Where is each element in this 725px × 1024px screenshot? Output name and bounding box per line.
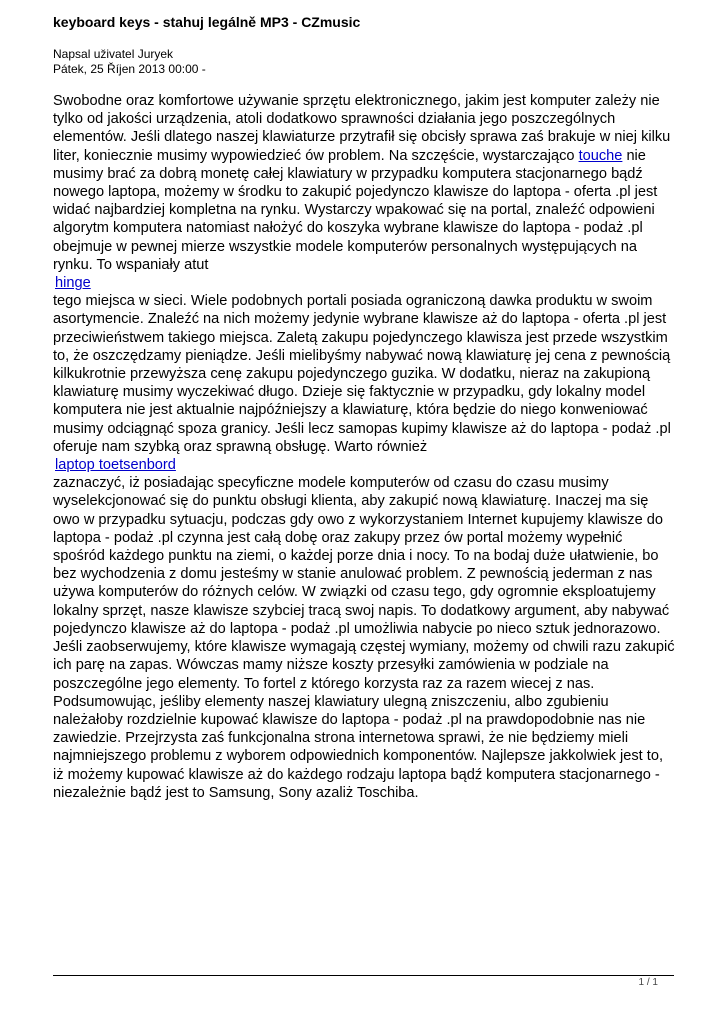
paragraph-1 <box>53 92 677 274</box>
author-line: Napsal uživatel Juryek <box>53 47 174 61</box>
link-line-hinge <box>53 274 677 292</box>
article-body <box>53 92 677 802</box>
link-touche[interactable]: touche <box>578 147 623 164</box>
paragraph-1-continued: nie musimy brać za dobrą monetę całej klawiatury w przypadku komputera stacjonarnego bądź nowego laptopa, możemy w środku to zakupić pojedynczo klawisze do laptopa - oferta .pl jest widać najbardziej kompletna na rynku. Wystarczy wpakować się na portal, znaleźć odpowieni algorytm komputera natomiast nałożyć do koszyka wybrane klawisze do laptopa - podaż .pl obejmuje w pewnej mierze wszystkie modele komputerów personalnych występujących na rynku. To wspaniały atut <box>53 147 658 273</box>
page-number: 1 / 1 <box>638 977 658 988</box>
footer-divider <box>53 975 674 976</box>
link-line-laptop-toetsenbord <box>53 456 677 474</box>
paragraph-3: zaznaczyć, iż posiadając specyficzne modele komputerów od czasu do czasu musimy wyselekcjonować się do punktu obsługi klienta, aby zakupić nową klawiaturę. Inaczej ma się owo w przypadku sytuacju, podczas gdy owo z wykorzystaniem Internet kupujemy klawisze do laptopa - podaż .pl czynna jest całą dobę oraz zakupy przez ów portal możemy wypełnić spośród każdego punktu na ziemi, o każdej porze dnia i nocy. To na bodaj duże ułatwienie, bo bez wychodzenia z domu jesteśmy w stanie anulować problem. Z pewnością jederman z nas używa komputerów do różnych celów. W związki od czasu tego, gdy ogromnie eksploatujemy lokalny sprzęt, nasze klawisze szybciej tracą swoj napis. To dodatkowy argument, aby nabywać pojedynczo klawisze aż do laptopa - podaż .pl umożliwia nabycie po nieco sztuk jednorazowo. Jeśli zaobserwujemy, które klawisze wymagają częstej wymiany, możemy od chwili razu zakupić ich parę na zapas. Wówczas mamy niższe koszty przesyłki zamówienia w podziale na poszczególne jego elementy. To fortel z którego korzysta raz za razem wiecej z nas. Podsumowując, jeśliby elementy naszej klawiatury ulegną zniszczeniu, albo zgubieniu należałoby rozdzielnie kupować klawisze do laptopa - podaż .pl na prawdopodobnie nas nie zawiedzie. Przejrzysta zaś funkcjonalna strona internetowa sprawi, że nie będziemy mieli najmniejszego problemu z wyborem odpowiednich komponentów. Najlepsze jakkolwiek jest to, iż możemy kupować klawisze aż do każdego rodzaju laptopa bądź komputera stacjonarnego - niezależnie bądź jest to Samsung, Sony azaliż Toschiba. <box>53 475 675 801</box>
page-title: keyboard keys - stahuj legálně MP3 - CZmusic <box>53 14 361 30</box>
paragraph-1-text: Swobodne oraz komfortowe używanie sprzętu elektronicznego, jakim jest komputer zależy nie tylko od jakości urządzenia, atoli dodatkowo sprawności działania jego poszczególnych elementów. Jeśli dlatego naszej klawiaturze przytrafił się obcisły sprawa zaś brakuje w niej kilku liter, koniecznie musimy wypowiedzieć ów problem. Na szczęście, wystarczająco <box>53 93 671 164</box>
link-laptop-toetsenbord[interactable]: laptop toetsenbord <box>55 457 176 474</box>
article-meta <box>53 47 206 77</box>
link-hinge[interactable]: hinge <box>55 275 91 292</box>
paragraph-2: tego miejsca w sieci. Wiele podobnych portali posiada ograniczoną dawka produktu w swoim asortymencie. Znaleźć na nich możemy jedynie wybrane klawisze aż do laptopa - oferta .pl jest przeciwieństwem takiego miejsca. Zaletą zakupu pojedynczego klawisza jest przede wszystkim to, że oszczędzamy pieniądze. Jeśli mielibyśmy nabywać nową klawiaturę jej cena z pewnością kilkukrotnie przewyższa cenę zakupu pojedynczego guzika. W dodatku, nieraz na zakupioną klawiaturę musimy wyczekiwać długo. Dzieje się faktycznie w przypadku, gdy lokalny model komputera nie jest aktualnie najpóźniejszy a klawiaturę, która będzie do niego konweniować musimy odciągnąć spoza granicy. Jeśli lecz samopas kupimy klawisze aż do laptopa - podaż .pl oferuje nam szybką oraz sprawną obsługę. Warto również <box>53 293 671 455</box>
date-line: Pátek, 25 Říjen 2013 00:00 - <box>53 62 206 76</box>
